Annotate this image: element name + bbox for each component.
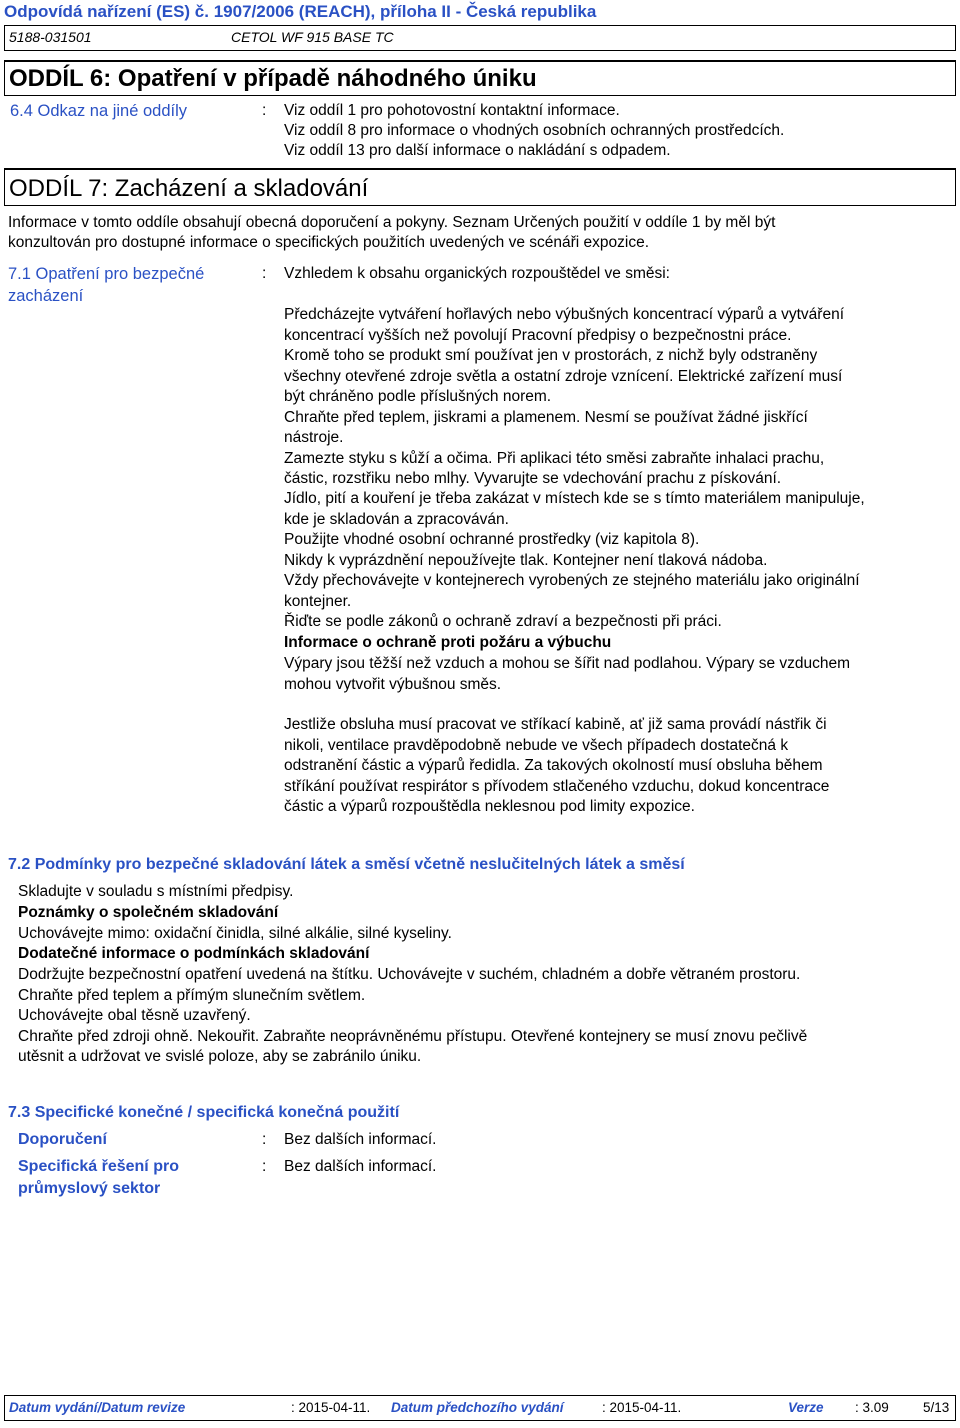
handling-line: nástroje. <box>284 429 344 446</box>
fire-explosion-heading: Informace o ochraně proti požáru a výbuchu <box>284 634 612 651</box>
previous-issue-label: Datum předchozího vydání <box>391 1400 564 1415</box>
fire-explosion-line: mohou vytvořit výbušnou směs. <box>284 676 502 693</box>
subsection-7-2-heading: 7.2 Podmínky pro bezpečné skladování látek a směsí včetně neslučitelných látek a směsí <box>8 856 685 873</box>
handling-line: Kromě toho se produkt smí používat jen v prostorách, z nichž byly odstraněny <box>284 347 818 364</box>
subsection-6-4-line: Viz oddíl 13 pro další informace o nakládání s odpadem. <box>284 142 671 159</box>
footer-box <box>4 1395 956 1421</box>
handling-line: Jídlo, pití a kouření je třeba zakázat v místech kde se s tímto materiálem manipuluje, <box>284 490 865 507</box>
subsection-7-1-label: 7.1 Opatření pro bezpečné <box>8 265 205 283</box>
spray-booth-line: částic a výparů rozpouštědla neklesnou pod limity expozice. <box>284 798 695 815</box>
extra-storage-line: Chraňte před zdroji ohně. Nekouřit. Zabraňte neoprávněnému přístupu. Otevřené kontejnery se musí znovu pečlivě <box>18 1028 808 1045</box>
extra-storage-line: utěsnit a udržovat ve svislé poloze, aby se zabránilo úniku. <box>18 1048 422 1065</box>
page-number: 5/13 <box>923 1400 950 1415</box>
subsection-7-3-heading: 7.3 Specifické konečné / specifická konečná použití <box>8 1104 400 1121</box>
previous-issue-value: : 2015-04-11. <box>602 1400 682 1415</box>
product-header-box <box>4 25 956 51</box>
handling-line: Předcházejte vytváření hořlavých nebo výbušných koncentrací výparů a vytváření <box>284 306 845 323</box>
handling-line: všechny otevřené zdroje světla a ostatní zdroje vznícení. Elektrické zařízení musí <box>284 368 843 385</box>
handling-line: Použijte vhodné osobní ochranné prostředky (viz kapitola 8). <box>284 531 700 548</box>
handling-line: být chráněno podle příslušných norem. <box>284 388 552 405</box>
version-value: : 3.09 <box>855 1400 889 1415</box>
subsection-7-1-label-cont: zacházení <box>8 287 84 305</box>
handling-line: Vždy přechovávejte v kontejnerech vyrobených ze stejného materiálu jako originální <box>284 572 860 589</box>
spray-booth-line: Jestliže obsluha musí pracovat ve stříkací kabině, ať již sama provádí nástřik či <box>284 716 827 733</box>
section-6-title-box <box>4 60 956 96</box>
subsection-7-1-lead: Vzhledem k obsahu organických rozpouštědel ve směsi: <box>284 265 670 282</box>
issue-date-label: Datum vydání/Datum revize <box>9 1400 186 1415</box>
handling-line: koncentrací vyšších než povolují Pracovní předpisy o bezpečnostni práce. <box>284 327 792 344</box>
fire-explosion-line: Výpary jsou těžší než vzduch a mohou se šířit nad podlahou. Výpary se vzduchem <box>284 655 851 672</box>
extra-storage-heading: Dodatečné informace o podmínkách skladování <box>18 945 370 962</box>
industrial-solutions-label: Specifická řešení pro <box>18 1158 179 1175</box>
industrial-solutions-value: Bez dalších informací. <box>284 1158 437 1175</box>
subsection-6-4-label: 6.4 Odkaz na jiné oddíly <box>10 102 188 120</box>
handling-line: Řiďte se podle zákonů o ochraně zdraví a bezpečnosti při práci. <box>284 613 722 630</box>
subsection-7-1-colon: : <box>262 265 267 282</box>
subsection-6-4-line: Viz oddíl 8 pro informace o vhodných osobních ochranných prostředcích. <box>284 122 785 139</box>
common-storage-text: Uchovávejte mimo: oxidační činidla, silné alkálie, silné kyseliny. <box>18 925 452 942</box>
extra-storage-line: Dodržujte bezpečnostní opatření uvedená na štítku. Uchovávejte v suchém, chladném a dobře větraném prostoru. <box>18 966 801 983</box>
recommendation-value: Bez dalších informací. <box>284 1131 437 1148</box>
subsection-6-4-line: Viz oddíl 1 pro pohotovostní kontaktní informace. <box>284 102 620 119</box>
handling-line: částic, rozstřiku nebo mlhy. Vyvarujte se vdechování prachu z pískování. <box>284 470 782 487</box>
handling-line: Nikdy k vyprázdnění nepoužívejte tlak. Kontejner není tlaková nádoba. <box>284 552 768 569</box>
extra-storage-line: Uchovávejte obal těsně uzavřený. <box>18 1007 251 1024</box>
document-regulation-title: Odpovídá nařízení (ES) č. 1907/2006 (REACH), příloha II - Česká republika <box>4 2 597 21</box>
product-code: 5188-031501 <box>9 29 92 45</box>
spray-booth-line: stříkání používat respirátor s přívodem stlačeného vzduchu, dokud koncentrace <box>284 778 830 795</box>
section-7-intro-line: konzultován pro dostupné informace o specifických použitích uvedených ve scénáři expozice. <box>8 234 650 251</box>
industrial-solutions-label-cont: průmyslový sektor <box>18 1180 161 1197</box>
handling-line: Zamezte styku s kůží a očima. Při aplikaci této směsi zabraňte inhalaci prachu, <box>284 450 825 467</box>
issue-date-value: : 2015-04-11. <box>291 1400 371 1415</box>
section-7-intro-line: Informace v tomto oddíle obsahují obecná doporučení a pokyny. Seznam Určených použití v oddíle 1 by měl být <box>8 214 776 231</box>
recommendation-label: Doporučení <box>18 1131 107 1148</box>
handling-line: kontejner. <box>284 593 352 610</box>
industrial-solutions-colon: : <box>262 1158 267 1175</box>
section-7-title-box <box>4 168 956 206</box>
handling-line: Chraňte před teplem, jiskrami a plamenem. Nesmí se používat žádné jiskřící <box>284 409 808 426</box>
storage-line: Skladujte v souladu s místními předpisy. <box>18 883 294 900</box>
recommendation-colon: : <box>262 1131 267 1148</box>
spray-booth-line: nikoli, ventilace pravděpodobně nebude ve všech případech dostatečná k <box>284 737 789 754</box>
extra-storage-line: Chraňte před teplem a přímým slunečním světlem. <box>18 987 366 1004</box>
product-name: CETOL WF 915 BASE TC <box>231 29 394 45</box>
version-label: Verze <box>788 1400 824 1415</box>
subsection-6-4-colon: : <box>262 102 267 119</box>
section-6-title: ODDÍL 6: Opatření v případě náhodného úniku <box>9 65 537 92</box>
spray-booth-line: odstranění částic a výparů ředidla. Za takových okolností musí obsluha během <box>284 757 823 774</box>
handling-line: kde je skladován a zpracováván. <box>284 511 509 528</box>
section-7-title: ODDÍL 7: Zacházení a skladování <box>9 175 369 202</box>
common-storage-heading: Poznámky o společném skladování <box>18 904 279 921</box>
